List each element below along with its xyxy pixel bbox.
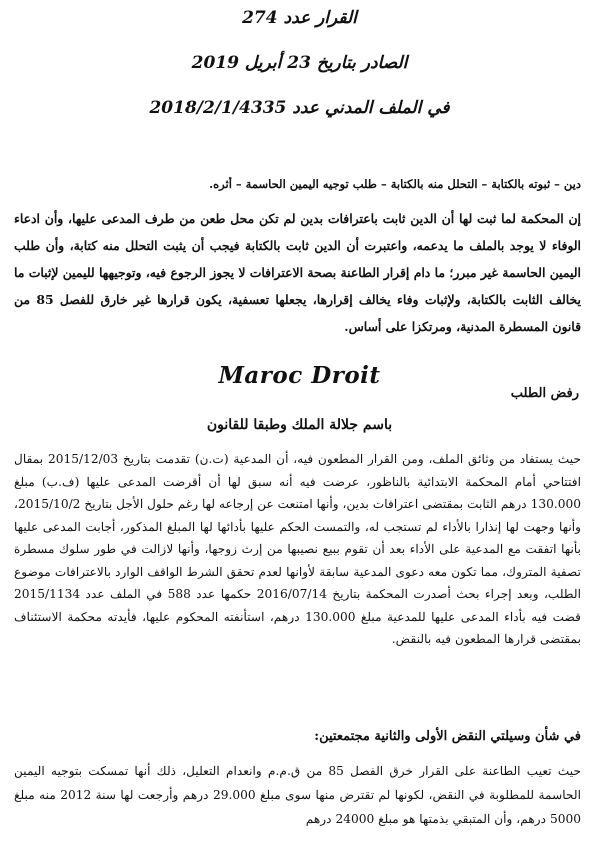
invocation-line: باسم جلالة الملك وطبقا للقانون xyxy=(206,417,393,433)
keywords-line: دين – ثبوته بالكتابة – التحلل منه بالكتابة – طلب توجيه اليمين الحاسمة – أثره. xyxy=(209,177,581,191)
legal-summary: إن المحكمة لما ثبت لها أن الدين ثابت باعترافات بدين لم تكن محل طعن من طرف المدعى عليها، وأن ادعاء الوفاء لا يوجد بالملف ما يدعمه، واعتبرت أن الدين ثابت بالكتابة فيجب أن يثبت التحلل منه كتابة، وأن طلب اليمين الحاسمة غير مبرر؛ ما دام إقرار الطاعنة بصحة الاعترافات لا يجوز الرجوع فيه، وتوجيهها لليمين لإثبات ما يخالف الثابت بالكتابة، ولإثبات وفاء يخالف إقرارها، يجعلها تعسفية، يكون قرارها غير خارق للفصل 85 من قانون المسطرة المدنية، ومرتكزا على أساس. xyxy=(14,211,581,334)
case-file-number: في الملف المدني عدد 2018/2/1/4335 xyxy=(149,98,450,118)
decision-outcome: رفض الطلب xyxy=(510,386,579,401)
decision-number: القرار عدد 274 xyxy=(242,8,357,28)
decision-date: الصادر بتاريخ 23 أبريل 2019 xyxy=(191,53,408,73)
facts-paragraph: حيث يستفاد من وثائق الملف، ومن القرار المطعون فيه، أن المدعية (ت.ن) تقدمت بتاريخ 2015/12/03 بمقال افتتاحي أمام المحكمة الابتدائية بالناظور، عرضت فيه أنه سبق لها أن أقرضت المدعى عليها (ف.ب) مبلغ 130.000 درهم الثابت بمقتضى اعترافات بدين، وأنها امتنعت عن إرجاعه لها رغم حلول الأجل بتاريخ 2015/10/2، وأنها وجهت لها إنذارا بالأداء لم تستجب له، والتمست الحكم عليها بأدائها لها المبلغ المذكور، أجابت المدعى عليها بأنها اتفقت مع المدعية على الأداء بعد أن تقوم ببيع نصيبها من إرث زوجها، وأنها لازالت في طور سلوك مسطرة تصفية المتروك، مما تكون معه دعوى المدعية سابقة لأوانها لعدم تحقق الشرط الواقف الوارد بالاعترافات موضوع الطلب، وبعد إجراء بحث أصدرت المحكمة بتاريخ 2016/07/14 حكمها عدد 588 في الملف عدد 2015/1134 قضت فيه بأداء المدعى عليها للمدعية مبلغ 130.000 درهم، استأنفته المحكوم عليها، فأيدته محكمة الاستئناف بمقتضى قرارها المطعون فيه بالنقض. xyxy=(14,452,581,646)
section-heading: في شأن وسيلتي النقض الأولى والثانية مجتمعتين: xyxy=(314,729,581,744)
watermark-text: Maroc Droit xyxy=(218,362,381,389)
grounds-paragraph: حيث تعيب الطاعنة على القرار خرق الفصل 85 من ق.م.م وانعدام التعليل، ذلك أنها تمسكت بتوجيه اليمين الحاسمة للمطلوبة في النقض، لكونها لم تقترض منها سوى مبلغ 29.000 درهم وأرجعت لها سنة 2012 منه مبلغ 5000 درهم، وأن المتبقي بذمتها هو مبلغ 24000 درهم xyxy=(14,764,581,826)
